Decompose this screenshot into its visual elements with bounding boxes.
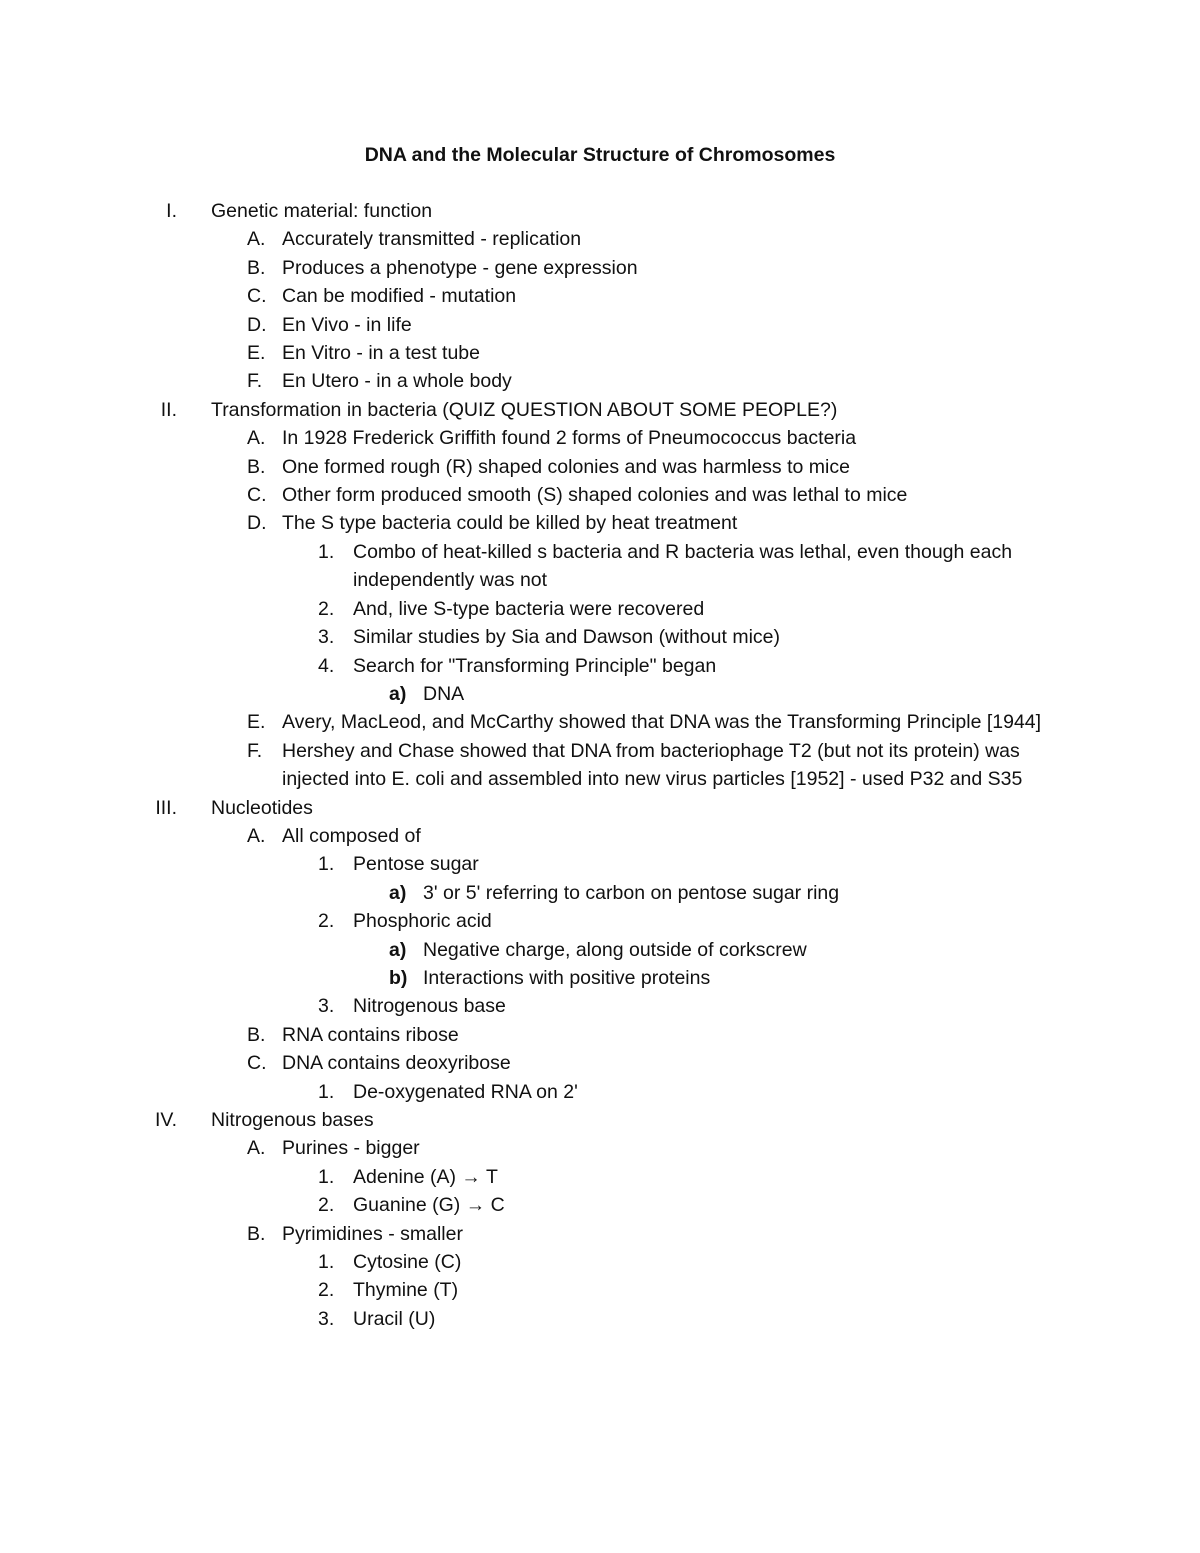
- outline-text: DNA: [423, 682, 465, 705]
- outline-marker: 3.: [318, 626, 335, 649]
- outline-item: [0, 225, 1200, 253]
- outline-marker: 1.: [318, 1251, 335, 1274]
- outline-marker: D.: [247, 313, 267, 336]
- outline-item: [0, 907, 1200, 935]
- outline-marker: IV.: [154, 1109, 177, 1131]
- outline-text: Search for "Transforming Principle" began: [353, 654, 717, 677]
- outline-item: [0, 879, 1200, 907]
- outline-text: Pyrimidines - smaller: [282, 1222, 463, 1245]
- outline-item: [0, 254, 1200, 282]
- outline-item: [0, 850, 1200, 878]
- outline-text: Transformation in bacteria (QUIZ QUESTION ABOUT SOME PEOPLE?): [211, 398, 838, 421]
- outline-item: [0, 737, 1200, 794]
- outline-marker: A.: [247, 824, 266, 847]
- outline-text: Interactions with positive proteins: [423, 966, 711, 989]
- outline-item: [0, 680, 1200, 708]
- outline-text: En Vitro - in a test tube: [282, 342, 480, 365]
- outline-item: [0, 367, 1200, 395]
- outline-text: Purines - bigger: [282, 1137, 420, 1160]
- outline-marker: III.: [155, 796, 177, 819]
- outline-item: [0, 822, 1200, 850]
- outline-item: [0, 453, 1200, 481]
- outline-marker: F.: [247, 370, 263, 393]
- outline-marker: II.: [160, 398, 177, 421]
- outline-item: [0, 936, 1200, 964]
- outline-item: [0, 538, 1200, 595]
- outline-item: [0, 424, 1200, 452]
- outline-text: Avery, MacLeod, and McCarthy showed that DNA was the Transforming Principle [1944]: [282, 711, 1042, 734]
- outline-item: [0, 1163, 1200, 1191]
- outline-text: Genetic material: function: [211, 200, 433, 222]
- outline-marker: 1.: [318, 1165, 335, 1188]
- outline-marker: I.: [166, 200, 177, 222]
- outline-text: Guanine (G) → C: [353, 1194, 505, 1217]
- outline-text: En Vivo - in life: [282, 313, 412, 336]
- outline-item: [0, 1220, 1200, 1248]
- outline-item: [0, 1106, 1200, 1134]
- outline-marker: a): [389, 881, 407, 904]
- outline-item: [0, 1305, 1200, 1333]
- outline-item: [0, 339, 1200, 367]
- outline-marker: A.: [247, 427, 266, 450]
- outline-marker: A.: [247, 228, 266, 251]
- outline-marker: 2.: [318, 1194, 335, 1217]
- outline-text: Other form produced smooth (S) shaped colonies and was lethal to mice: [282, 484, 908, 507]
- outline-text: De-oxygenated RNA on 2': [353, 1080, 578, 1103]
- outline-marker: 1.: [318, 853, 335, 876]
- outline-marker: A.: [247, 1137, 266, 1160]
- outline-item: [0, 595, 1200, 623]
- outline-item: [0, 1134, 1200, 1162]
- outline-item: [0, 708, 1200, 736]
- outline-text: En Utero - in a whole body: [282, 370, 512, 393]
- outline-marker: D.: [247, 512, 267, 535]
- outline-text: Thymine (T): [353, 1279, 459, 1302]
- outline-text: Cytosine (C): [353, 1251, 462, 1274]
- outline-text: DNA contains deoxyribose: [282, 1052, 511, 1075]
- outline-marker: 4.: [318, 654, 335, 677]
- outline-item: [0, 509, 1200, 537]
- outline-text: One formed rough (R) shaped colonies and was harmless to mice: [282, 455, 850, 478]
- outline-marker: a): [389, 938, 407, 961]
- outline-text: Negative charge, along outside of corkscrew: [423, 938, 807, 961]
- outline-item: [0, 1276, 1200, 1304]
- outline-text: RNA contains ribose: [282, 1023, 459, 1046]
- outline-list: [0, 197, 1200, 1333]
- outline-item: [0, 794, 1200, 822]
- outline-marker: E.: [247, 342, 266, 365]
- outline-marker: F.: [247, 739, 263, 762]
- outline-item: [0, 1049, 1200, 1077]
- outline-text: Can be modified - mutation: [282, 285, 517, 308]
- outline-item: [0, 992, 1200, 1020]
- outline-text: Produces a phenotype - gene expression: [282, 256, 638, 279]
- outline-text: 3' or 5' referring to carbon on pentose sugar ring: [423, 881, 840, 904]
- outline-marker: 1.: [318, 540, 335, 563]
- outline-text: Phosphoric acid: [353, 910, 492, 933]
- outline-item: [0, 1021, 1200, 1049]
- outline-marker: C.: [247, 285, 267, 308]
- outline-item: [0, 311, 1200, 339]
- outline-marker: 2.: [318, 910, 335, 933]
- outline-item: [0, 197, 1200, 225]
- document-title: DNA and the Molecular Structure of Chromosomes: [364, 144, 836, 166]
- outline-text: Uracil (U): [353, 1307, 436, 1330]
- outline-item: [0, 652, 1200, 680]
- outline-item: [0, 396, 1200, 424]
- outline-marker: 3.: [318, 1307, 335, 1330]
- outline-item: [0, 623, 1200, 651]
- outline-text: Nitrogenous base: [353, 995, 506, 1018]
- outline-item: [0, 1191, 1200, 1219]
- outline-marker: E.: [247, 711, 266, 734]
- outline-item: [0, 964, 1200, 992]
- outline-item: [0, 481, 1200, 509]
- outline-text: Similar studies by Sia and Dawson (without mice): [353, 626, 781, 649]
- outline-marker: B.: [247, 256, 266, 279]
- outline-item: [0, 1078, 1200, 1106]
- outline-marker: a): [389, 682, 407, 705]
- outline-text: Adenine (A) → T: [353, 1165, 498, 1188]
- outline-marker: B.: [247, 1023, 266, 1046]
- outline-text: Nitrogenous bases: [211, 1109, 374, 1131]
- outline-text: Hershey and Chase showed that DNA from bacteriophage T2 (but not its protein) was injected into E. coli and assembled into new virus particles [1952] - used P32 and S35: [282, 739, 1023, 791]
- outline-marker: B.: [247, 1222, 266, 1245]
- outline-item: [0, 282, 1200, 310]
- outline-item: [0, 1248, 1200, 1276]
- outline-text: Nucleotides: [211, 796, 313, 819]
- outline-text: Combo of heat-killed s bacteria and R bacteria was lethal, even though each independently was not: [353, 540, 1013, 592]
- outline-marker: 3.: [318, 995, 335, 1018]
- outline-marker: B.: [247, 455, 266, 478]
- outline-text: All composed of: [282, 824, 421, 847]
- outline-text: Accurately transmitted - replication: [282, 228, 582, 251]
- outline-text: In 1928 Frederick Griffith found 2 forms of Pneumococcus bacteria: [282, 427, 857, 450]
- outline-marker: 2.: [318, 597, 335, 620]
- outline-marker: 1.: [318, 1080, 335, 1103]
- outline-marker: C.: [247, 1052, 267, 1075]
- outline-text: And, live S-type bacteria were recovered: [353, 597, 705, 620]
- outline-marker: b): [389, 966, 408, 989]
- outline-text: Pentose sugar: [353, 853, 479, 876]
- outline-text: The S type bacteria could be killed by heat treatment: [282, 512, 738, 535]
- outline-marker: 2.: [318, 1279, 335, 1302]
- outline-marker: C.: [247, 484, 267, 507]
